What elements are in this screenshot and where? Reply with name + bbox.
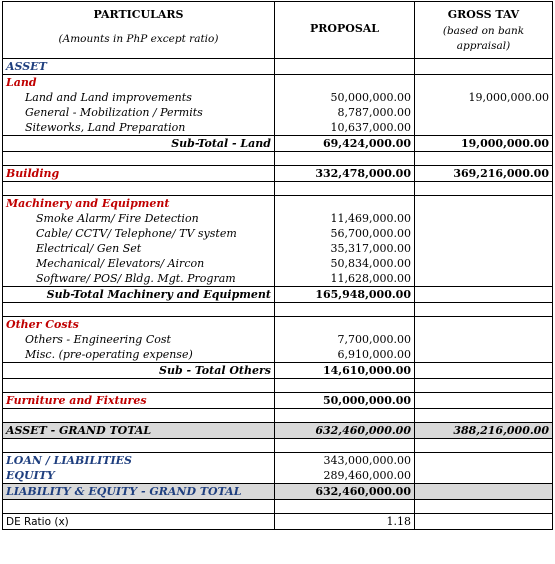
proposal-title: PROPOSAL xyxy=(309,22,380,35)
gtav-subtitle-2: appraisal) xyxy=(456,40,511,52)
proposal-value: 11,469,000.00 xyxy=(275,211,415,226)
building-proposal: 332,478,000.00 xyxy=(275,166,415,182)
liability-grand-total-row xyxy=(3,484,553,500)
machinery-label: Machinery and Equipment xyxy=(3,196,275,212)
table-row xyxy=(3,105,553,120)
asset-row xyxy=(3,59,553,75)
land-subtotal-row xyxy=(3,136,553,152)
loan-label: LOAN / LIABILITIES xyxy=(3,453,275,469)
land-subtotal-gtav: 19,000,000.00 xyxy=(415,136,553,152)
machinery-subtotal-row xyxy=(3,287,553,303)
other-costs-subtotal-label: Sub - Total Others xyxy=(3,363,275,379)
table-row xyxy=(3,271,553,287)
other-costs-subtotal-proposal: 14,610,000.00 xyxy=(275,363,415,379)
other-costs-subtotal-row xyxy=(3,363,553,379)
header-proposal xyxy=(275,2,415,59)
land-section-row xyxy=(3,75,553,91)
building-gtav: 369,216,000.00 xyxy=(415,166,553,182)
proposal-value: 8,787,000.00 xyxy=(275,105,415,120)
other-costs-label: Other Costs xyxy=(3,317,275,333)
gtav-value xyxy=(415,120,553,136)
equity-label: EQUITY xyxy=(3,468,275,484)
proposal-value: 50,834,000.00 xyxy=(275,256,415,271)
header-row xyxy=(3,2,553,59)
loan-row xyxy=(3,453,553,469)
land-label: Land xyxy=(3,75,275,91)
proposal-value: 50,000,000.00 xyxy=(275,90,415,105)
furniture-proposal: 50,000,000.00 xyxy=(275,393,415,409)
spacer-row xyxy=(3,152,553,166)
table-row xyxy=(3,226,553,241)
header-gtav xyxy=(415,2,553,59)
asset-grand-total-row xyxy=(3,423,553,439)
proposal-value: 7,700,000.00 xyxy=(275,332,415,347)
row-label: Electrical/ Gen Set xyxy=(3,241,275,256)
liability-grand-total-proposal: 632,460,000.00 xyxy=(275,484,415,500)
table-row xyxy=(3,256,553,271)
particulars-title: PARTICULARS xyxy=(93,8,184,21)
row-label: Software/ POS/ Bldg. Mgt. Program xyxy=(3,271,275,287)
asset-label: ASSET xyxy=(3,59,275,75)
row-label: Others - Engineering Cost xyxy=(3,332,275,347)
table-row xyxy=(3,241,553,256)
table-row xyxy=(3,211,553,226)
spacer-row xyxy=(3,303,553,317)
furniture-row xyxy=(3,393,553,409)
other-costs-section-row xyxy=(3,317,553,333)
table-row xyxy=(3,90,553,105)
row-label: Misc. (pre-operating expense) xyxy=(3,347,275,363)
row-label: Cable/ CCTV/ Telephone/ TV system xyxy=(3,226,275,241)
spacer-row xyxy=(3,439,553,453)
land-subtotal-proposal: 69,424,000.00 xyxy=(275,136,415,152)
particulars-subtitle: (Amounts in PhP except ratio) xyxy=(58,33,219,45)
gtav-subtitle-1: (based on bank xyxy=(442,25,525,37)
machinery-section-row xyxy=(3,196,553,212)
machinery-subtotal-proposal: 165,948,000.00 xyxy=(275,287,415,303)
table-row xyxy=(3,332,553,347)
liability-grand-total-label: LIABILITY & EQUITY - GRAND TOTAL xyxy=(3,484,275,500)
equity-proposal: 289,460,000.00 xyxy=(275,468,415,484)
row-label: Smoke Alarm/ Fire Detection xyxy=(3,211,275,226)
table-row xyxy=(3,347,553,363)
gtav-title: GROSS TAV xyxy=(447,8,520,21)
spacer-row xyxy=(3,379,553,393)
proposal-value: 6,910,000.00 xyxy=(275,347,415,363)
asset-grand-total-gtav: 388,216,000.00 xyxy=(415,423,553,439)
building-label: Building xyxy=(3,166,275,182)
de-ratio-label: DE Ratio (x) xyxy=(3,514,275,530)
de-ratio-proposal: 1.18 xyxy=(275,514,415,530)
financial-table xyxy=(2,1,553,530)
proposal-value: 10,637,000.00 xyxy=(275,120,415,136)
de-ratio-row xyxy=(3,514,553,530)
spacer-row xyxy=(3,500,553,514)
spacer-row xyxy=(3,182,553,196)
row-label: Land and Land improvements xyxy=(3,90,275,105)
building-row xyxy=(3,166,553,182)
gtav-value xyxy=(415,105,553,120)
furniture-label: Furniture and Fixtures xyxy=(3,393,275,409)
table-row xyxy=(3,120,553,136)
asset-grand-total-proposal: 632,460,000.00 xyxy=(275,423,415,439)
gtav-value: 19,000,000.00 xyxy=(415,90,553,105)
proposal-value: 35,317,000.00 xyxy=(275,241,415,256)
machinery-subtotal-label: Sub-Total Machinery and Equipment xyxy=(3,287,275,303)
row-label: Mechanical/ Elevators/ Aircon xyxy=(3,256,275,271)
land-subtotal-label: Sub-Total - Land xyxy=(3,136,275,152)
row-label: Siteworks, Land Preparation xyxy=(3,120,275,136)
equity-row xyxy=(3,468,553,484)
proposal-value: 56,700,000.00 xyxy=(275,226,415,241)
header-particulars xyxy=(3,2,275,59)
loan-proposal: 343,000,000.00 xyxy=(275,453,415,469)
proposal-value: 11,628,000.00 xyxy=(275,271,415,287)
asset-grand-total-label: ASSET - GRAND TOTAL xyxy=(3,423,275,439)
spacer-row xyxy=(3,409,553,423)
row-label: General - Mobilization / Permits xyxy=(3,105,275,120)
